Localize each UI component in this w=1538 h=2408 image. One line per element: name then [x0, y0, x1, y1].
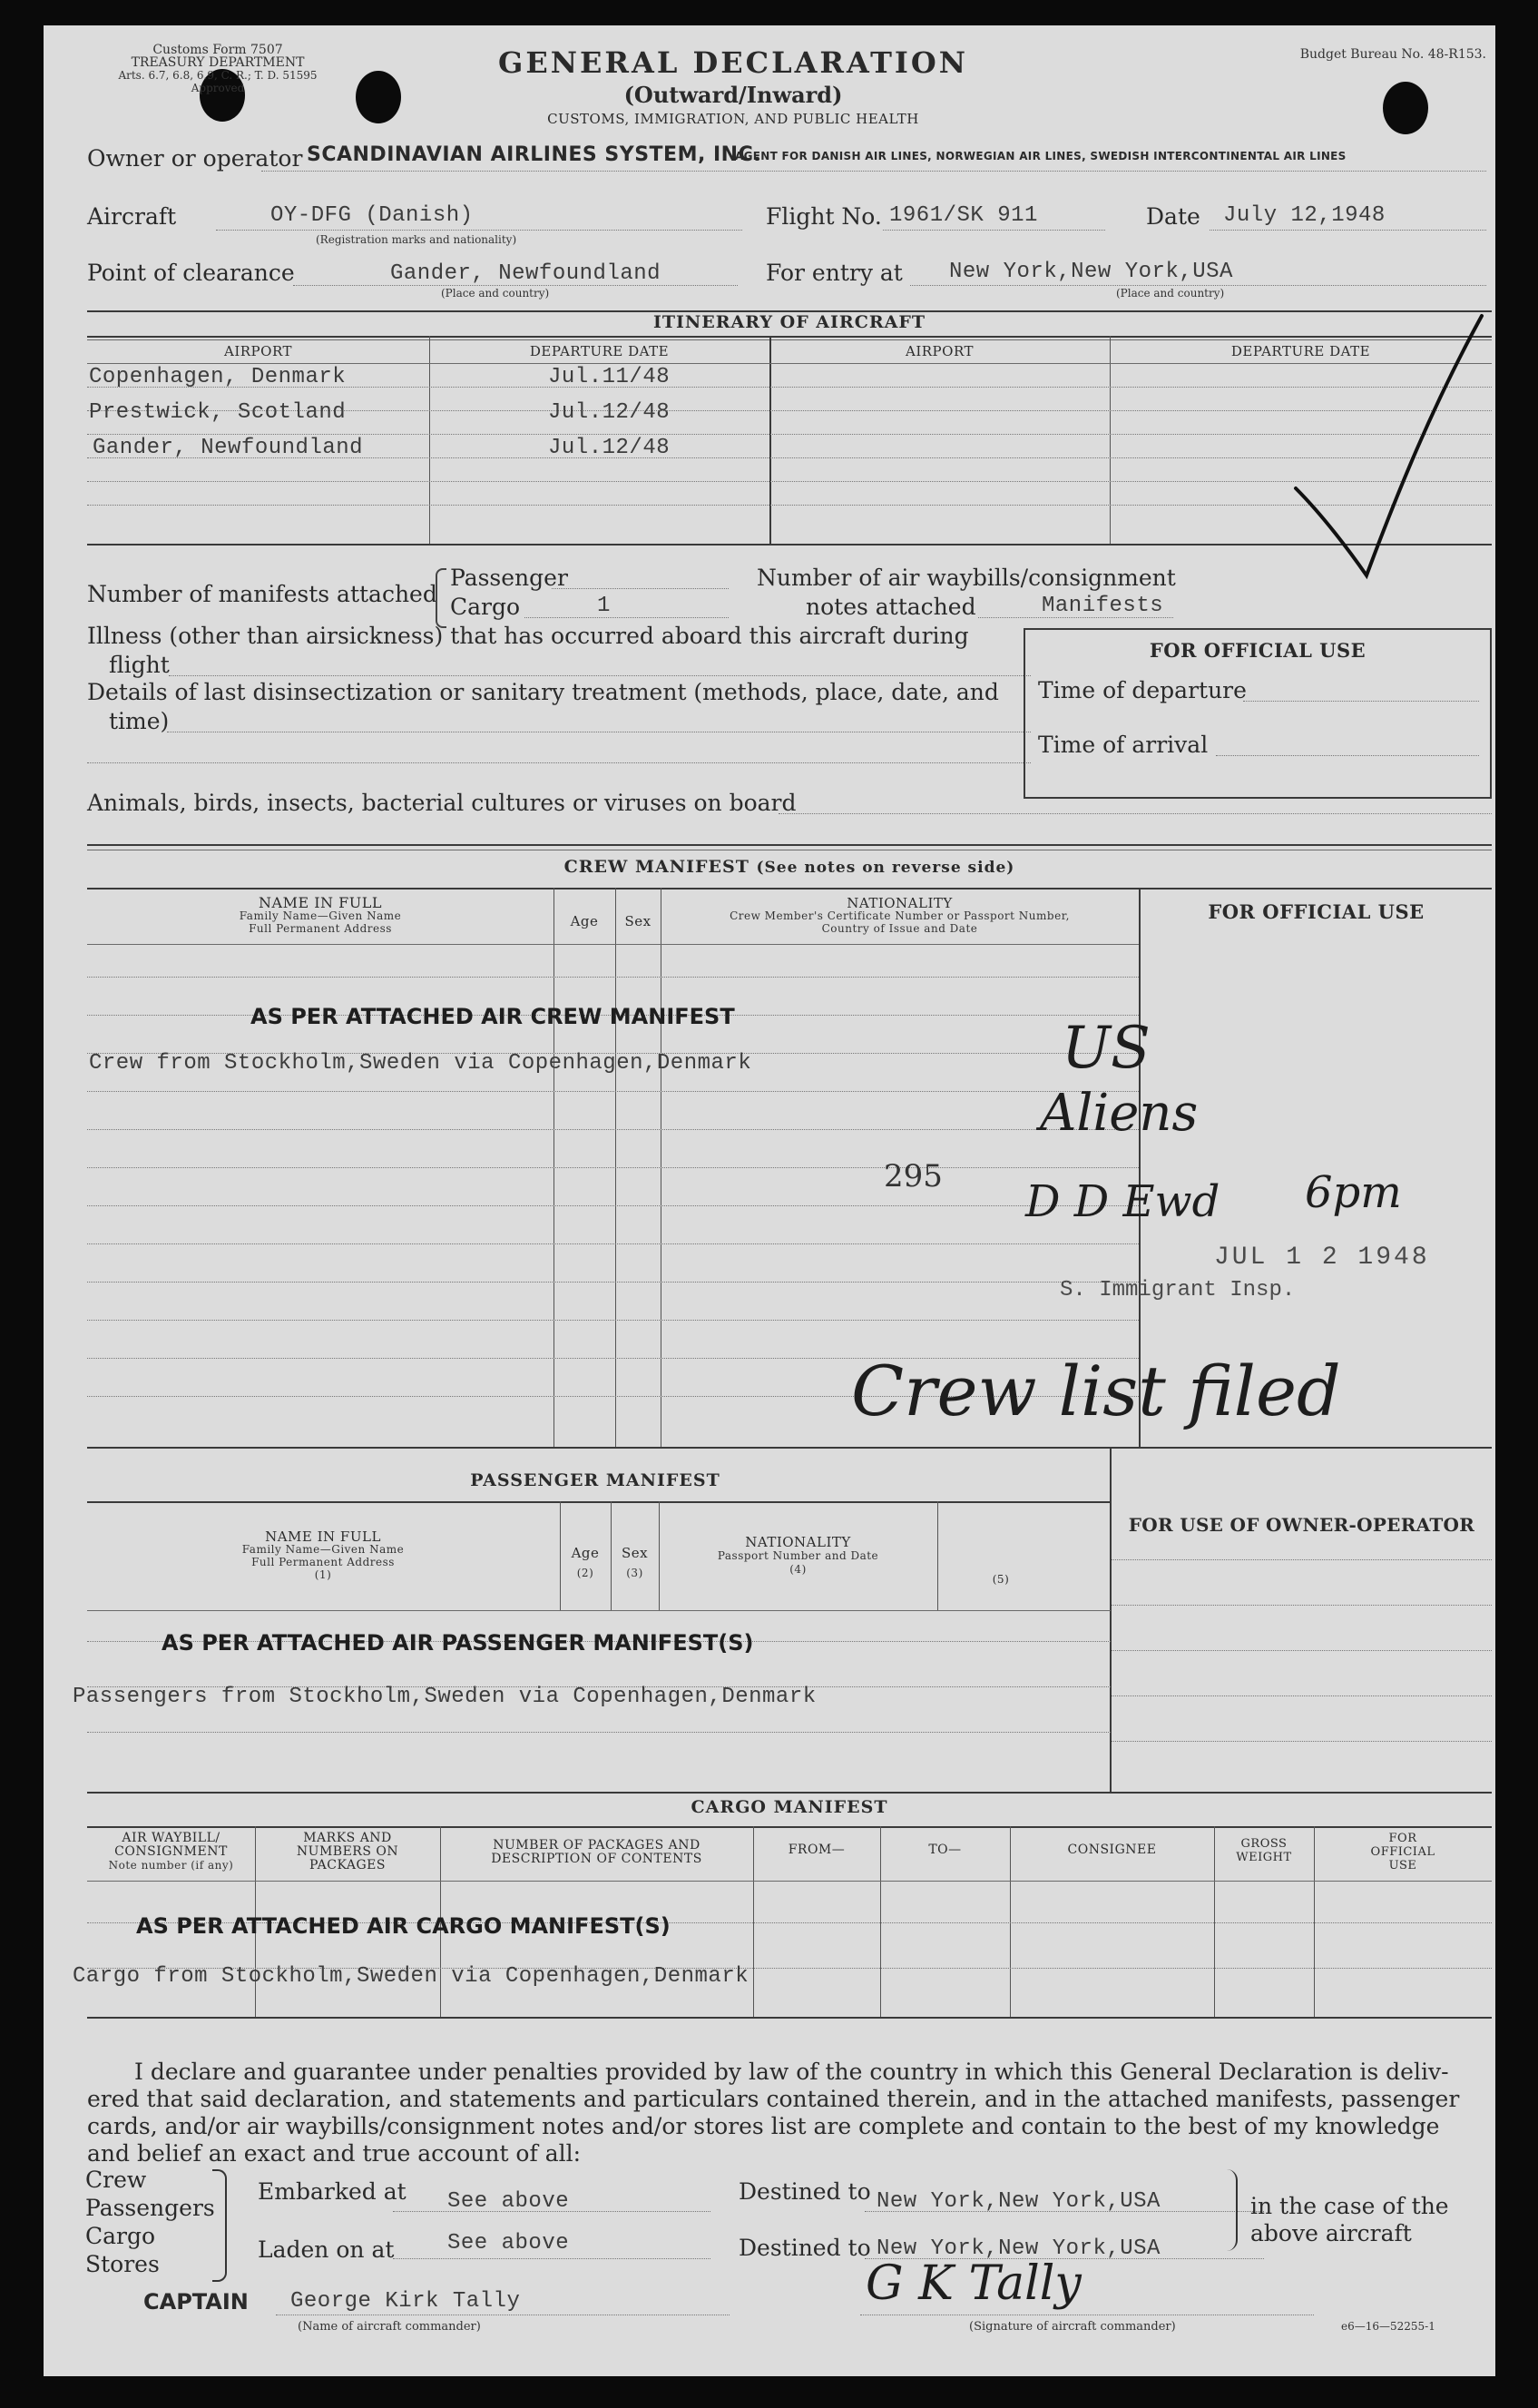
- disinsect-label: Details of last disinsectization or sanitary treatment (methods, place, date, and: [87, 679, 999, 705]
- articles-label: Arts. 6.7, 6.8, 6.9, C. R.; T. D. 51595: [118, 69, 318, 82]
- destined-value-2: New York,New York,USA: [877, 2236, 1161, 2261]
- entry-label: For entry at: [766, 260, 903, 286]
- aircraft-label: Aircraft: [87, 203, 177, 230]
- passenger-col-nat-1: NATIONALITY: [745, 1534, 851, 1550]
- cargo-col1-1: AIR WAYBILL/: [122, 1831, 220, 1845]
- form-agencies: CUSTOMS, IMMIGRATION, AND PUBLIC HEALTH: [547, 111, 919, 127]
- itinerary-date-3: Jul.12/48: [548, 436, 671, 460]
- checkmark-icon: [1287, 280, 1504, 588]
- cargo-col-off-1: FOR: [1388, 1832, 1417, 1845]
- cargo-per-attached: AS PER ATTACHED AIR CARGO MANIFEST(S): [136, 1913, 671, 1939]
- itinerary-col-departure-2: DEPARTURE DATE: [1230, 343, 1371, 359]
- declaration-line-4: and belief an exact and true account of all:: [87, 2140, 582, 2167]
- crew-col-nat-3: Country of Issue and Date: [821, 922, 978, 935]
- destined-label-1: Destined to: [739, 2178, 871, 2205]
- destined-label-2: Destined to: [739, 2235, 871, 2261]
- crew-col-nat-2: Crew Member's Certificate Number or Passport Number,: [730, 909, 1070, 922]
- hand-time: 6pm: [1305, 1167, 1402, 1218]
- itinerary-col-airport: AIRPORT: [224, 343, 292, 359]
- owner-agent: AGENT FOR DANISH AIR LINES, NORWEGIAN AIR LINES, SWEDISH INTERCONTINENTAL AIR LINES: [735, 150, 1347, 162]
- punch-hole: [1383, 82, 1428, 134]
- signature-caption: (Signature of aircraft commander): [969, 2320, 1176, 2334]
- manifest-passenger-label: Passenger: [450, 565, 568, 591]
- stamp-date: JUL 1 2 1948: [1214, 1243, 1430, 1272]
- case-line-1: in the case of the: [1250, 2193, 1449, 2219]
- embarked-value: See above: [447, 2189, 570, 2214]
- cargo-col2-3: PACKAGES: [309, 1858, 386, 1872]
- crew-col-name-1: NAME IN FULL: [259, 894, 382, 911]
- itinerary-col-departure: DEPARTURE DATE: [529, 343, 670, 359]
- cargo-typed-line: Cargo from Stockholm,Sweden via Copenhagen,Denmark: [73, 1964, 749, 1989]
- crew-per-attached: AS PER ATTACHED AIR CREW MANIFEST: [250, 1004, 735, 1029]
- owner-operator-use: FOR USE OF OWNER-OPERATOR: [1128, 1514, 1475, 1536]
- date-label: Date: [1146, 203, 1200, 230]
- crew-official-use: FOR OFFICIAL USE: [1208, 900, 1425, 923]
- declaration-form: [44, 25, 1495, 2376]
- form-subtitle: (Outward/Inward): [623, 82, 843, 108]
- embarked-label: Embarked at: [258, 2178, 407, 2205]
- passenger-col-name: [87, 1530, 559, 1581]
- passenger-col-sex: [611, 1543, 659, 1583]
- laden-label: Laden on at: [258, 2236, 395, 2263]
- declaration-cargo: Cargo: [85, 2223, 156, 2249]
- passenger-col-age-label: Age: [571, 1545, 600, 1561]
- crew-col-name-3: Full Permanent Address: [249, 922, 392, 935]
- print-code: e6—16—52255-1: [1341, 2320, 1435, 2333]
- crew-col-sex: Sex: [624, 913, 651, 929]
- passenger-col-name-num: (1): [314, 1568, 332, 1581]
- flight-value: 1961/SK 911: [889, 203, 1038, 228]
- captain-name-caption: (Name of aircraft commander): [298, 2320, 481, 2334]
- destined-value-1: New York,New York,USA: [877, 2189, 1161, 2214]
- crew-manifest-title: [87, 857, 1492, 877]
- stamp-text: S. Immigrant Insp.: [1060, 1278, 1296, 1302]
- itinerary-col-airport-2: AIRPORT: [906, 343, 974, 359]
- entry-caption: (Place and country): [1116, 287, 1225, 300]
- approved-label: Approved: [191, 82, 245, 94]
- passenger-typed-line: Passengers from Stockholm,Sweden via Copenhagen,Denmark: [73, 1685, 817, 1709]
- cargo-col2-1: MARKS AND: [303, 1831, 392, 1845]
- captain-signature: G K Tally: [866, 2256, 1082, 2311]
- date-value: July 12,1948: [1223, 203, 1386, 228]
- cargo-manifest-title: CARGO MANIFEST: [691, 1797, 888, 1817]
- itinerary-date-1: Jul.11/48: [548, 365, 671, 389]
- cargo-col-to: TO—: [928, 1843, 962, 1857]
- declaration-crew: Crew: [85, 2167, 147, 2193]
- passenger-per-attached: AS PER ATTACHED AIR PASSENGER MANIFEST(S): [162, 1630, 754, 1656]
- captain-name: George Kirk Tally: [290, 2289, 521, 2314]
- hand-initials: D D Ewd: [1025, 1176, 1220, 1227]
- crew-title: CREW MANIFEST: [563, 857, 749, 877]
- cargo-col3-1: NUMBER OF PACKAGES AND: [493, 1838, 700, 1853]
- animals-label: Animals, birds, insects, bacterial cultures or viruses on board: [87, 790, 797, 816]
- crew-col-age: Age: [570, 913, 599, 929]
- crew-typed-line: Crew from Stockholm,Sweden via Copenhagen,Denmark: [89, 1051, 752, 1076]
- case-line-2: above aircraft: [1250, 2220, 1412, 2246]
- declaration-text-cont: [87, 2086, 1494, 2167]
- flight-label: Flight No.: [766, 203, 882, 230]
- disinsect-label-2: time): [109, 708, 170, 734]
- passenger-col-name-2: Family Name—Given Name: [241, 1543, 405, 1556]
- manifests-label: Number of manifests attached: [87, 581, 437, 607]
- passenger-col-name-3: Full Permanent Address: [251, 1556, 395, 1568]
- cargo-col-weight-1: GROSS: [1240, 1837, 1288, 1851]
- declaration-line-1: I declare and guarantee under penalties provided by law of the country in which this General Declaration is deliv-: [134, 2059, 1449, 2085]
- itinerary-airport-2: Prestwick, Scotland: [89, 400, 347, 425]
- itinerary-date-2: Jul.12/48: [548, 400, 671, 425]
- passenger-col-sex-label: Sex: [621, 1545, 649, 1561]
- entry-value: New York,New York,USA: [949, 260, 1233, 284]
- hand-aliens: Aliens: [1040, 1084, 1199, 1143]
- passenger-col-age-num: (2): [576, 1567, 594, 1579]
- passenger-manifest-title: PASSENGER MANIFEST: [470, 1470, 720, 1490]
- captain-label: CAPTAIN: [143, 2289, 249, 2315]
- crew-col-name: [87, 894, 553, 935]
- cargo-col-off-3: USE: [1388, 1859, 1417, 1872]
- form-title: GENERAL DECLARATION: [498, 45, 968, 80]
- cargo-col-packages: [440, 1839, 753, 1866]
- treasury-label: TREASURY DEPARTMENT: [131, 55, 305, 70]
- cargo-col-waybill: [87, 1832, 255, 1872]
- case-of-aircraft: [1250, 2193, 1449, 2247]
- cargo-col-consignee: CONSIGNEE: [1067, 1843, 1157, 1857]
- hand-us: US: [1062, 1015, 1151, 1082]
- cargo-col-marks: [255, 1832, 440, 1872]
- cargo-col-weight: [1214, 1837, 1314, 1864]
- passenger-col-nat: [659, 1536, 937, 1577]
- itinerary-airport-3: Gander, Newfoundland: [93, 436, 364, 460]
- cargo-col1-2: CONSIGNMENT: [114, 1844, 228, 1859]
- customs-form-number: Customs Form 7507: [152, 43, 283, 57]
- illness-label: Illness (other than airsickness) that has occurred aboard this aircraft during: [87, 623, 969, 649]
- crew-col-name-2: Family Name—Given Name: [239, 909, 402, 922]
- passenger-col-nat-2: Passport Number and Date: [717, 1549, 879, 1562]
- budget-bureau: Budget Bureau No. 48-R153.: [1299, 47, 1486, 62]
- manifest-cargo-label: Cargo: [450, 594, 521, 620]
- waybills-label-2: notes attached: [806, 594, 976, 620]
- cargo-col1-3: Note number (if any): [108, 1859, 234, 1872]
- cargo-col-from: FROM—: [788, 1843, 846, 1857]
- time-departure-label: Time of departure: [1038, 677, 1247, 703]
- passenger-col-name-1: NAME IN FULL: [265, 1528, 381, 1545]
- passenger-col-sex-num: (3): [626, 1567, 643, 1579]
- hand-crew-filed: Crew list filed: [851, 1351, 1341, 1431]
- passenger-col-nat-num: (4): [789, 1563, 807, 1576]
- waybills-value: Manifests: [1042, 594, 1164, 618]
- crew-number: 295: [884, 1158, 943, 1194]
- cargo-col-weight-2: WEIGHT: [1236, 1851, 1292, 1864]
- owner-name: SCANDINAVIAN AIRLINES SYSTEM, INC.: [307, 143, 762, 166]
- clearance-value: Gander, Newfoundland: [390, 261, 661, 286]
- declaration-passengers: Passengers: [85, 2195, 215, 2221]
- time-arrival-label: Time of arrival: [1038, 732, 1209, 758]
- crew-note: (See notes on reverse side): [756, 859, 1015, 877]
- aircraft-value: OY-DFG (Danish): [270, 203, 474, 228]
- declaration-line-2: ered that said declaration, and statements and particulars contained therein, and in the attached manifests, passenger: [87, 2086, 1460, 2112]
- itinerary-airport-1: Copenhagen, Denmark: [89, 365, 347, 389]
- owner-label: Owner or operator: [87, 145, 303, 172]
- cargo-col3-2: DESCRIPTION OF CONTENTS: [491, 1852, 702, 1866]
- passenger-col-age: [560, 1543, 611, 1583]
- official-use-title: FOR OFFICIAL USE: [1149, 639, 1367, 662]
- customs-form-block: [100, 44, 336, 94]
- cargo-col-official: [1314, 1832, 1492, 1872]
- declaration-text: [134, 2059, 1495, 2086]
- declaration-line-3: cards, and/or air waybills/consignment notes and/or stores list are complete and contain to the best of my knowledge: [87, 2113, 1440, 2139]
- cargo-col2-2: NUMBERS ON: [296, 1844, 399, 1859]
- cargo-col-off-2: OFFICIAL: [1370, 1845, 1435, 1859]
- punch-hole: [356, 71, 401, 123]
- crew-col-nationality: [661, 897, 1139, 935]
- clearance-caption: (Place and country): [441, 287, 550, 300]
- crew-col-nat-1: NATIONALITY: [847, 895, 953, 911]
- manifest-cargo-value: 1: [597, 594, 611, 618]
- clearance-label: Point of clearance: [87, 260, 295, 286]
- aircraft-caption: (Registration marks and nationality): [316, 233, 517, 246]
- waybills-label: Number of air waybills/consignment: [757, 565, 1176, 591]
- laden-value: See above: [447, 2231, 570, 2256]
- declaration-categories: [85, 2166, 215, 2278]
- illness-label-2: flight: [109, 652, 170, 678]
- passenger-col-5: (5): [992, 1573, 1010, 1586]
- declaration-stores: Stores: [85, 2251, 160, 2277]
- itinerary-title: ITINERARY OF AIRCRAFT: [652, 312, 926, 332]
- official-use-box: [1024, 628, 1492, 799]
